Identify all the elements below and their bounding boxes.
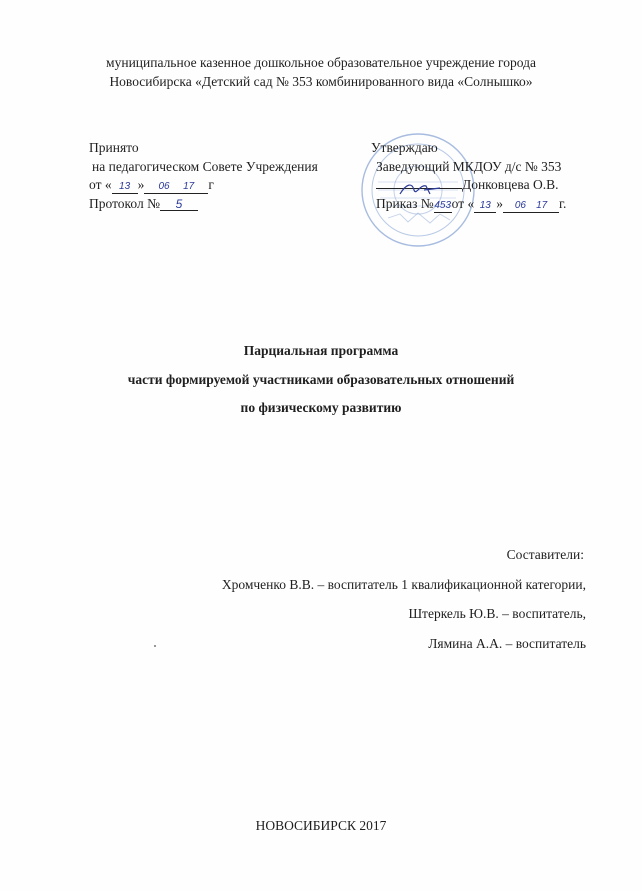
authors-label: Составители: xyxy=(506,547,584,562)
order-from: от « xyxy=(451,196,475,211)
order-month: 06 xyxy=(514,200,526,211)
accepted-day-field xyxy=(112,179,138,194)
institution-line-2: Новосибирска «Детский сад № 353 комбинированного вида «Солнышко» xyxy=(109,74,533,89)
order-mid: » xyxy=(496,196,504,211)
approved-order xyxy=(376,196,566,213)
order-number: 453 xyxy=(434,200,452,211)
accepted-date-suffix: г xyxy=(208,177,214,192)
accepted-day: 13 xyxy=(119,181,131,192)
institution-line-1: муниципальное казенное дошкольное образовательное учреждение города xyxy=(106,55,536,70)
accepted-month: 06 xyxy=(158,181,170,192)
accepted-body: на педагогическом Совете Учреждения xyxy=(92,159,318,174)
program-title-line-2: части формируемой участниками образовательных отношений xyxy=(127,372,515,387)
order-year: 17 xyxy=(536,200,548,211)
approved-signature-line xyxy=(376,177,558,193)
accepted-date-mid: » xyxy=(137,177,145,192)
author-item: Штеркель Ю.В. – воспитатель, xyxy=(408,606,586,621)
accepted-date-prefix: от « xyxy=(89,177,112,192)
author-item: Хромченко В.В. – воспитатель 1 квалификационной категории, xyxy=(221,577,586,592)
signature-field xyxy=(376,188,462,189)
protocol-number-field xyxy=(160,198,198,211)
accepted-protocol xyxy=(89,196,198,212)
program-title-line-1: Парциальная программа xyxy=(243,343,399,358)
order-day: 13 xyxy=(479,200,491,211)
accepted-title: Принято xyxy=(89,140,139,155)
accepted-date xyxy=(89,177,214,194)
approved-position: Заведующий МКДОУ д/с № 353 xyxy=(376,159,562,174)
order-day-field xyxy=(474,198,496,213)
order-month-year-field xyxy=(503,198,559,213)
order-number-field xyxy=(434,198,452,213)
order-suffix: г. xyxy=(559,196,567,211)
accepted-month-year-field xyxy=(144,179,208,194)
accepted-year: 17 xyxy=(183,181,195,192)
approved-title: Утверждаю xyxy=(371,140,438,155)
author-item: Лямина А.А. – воспитатель xyxy=(428,636,586,651)
protocol-label: Протокол № xyxy=(89,196,160,211)
approved-signature-name: Донковцева О.В. xyxy=(462,177,559,192)
scan-speck xyxy=(154,645,156,647)
program-title-line-3: по физическому развитию xyxy=(240,400,402,415)
order-label: Приказ № xyxy=(376,196,434,211)
city-year: НОВОСИБИРСК 2017 xyxy=(255,818,387,833)
protocol-number: 5 xyxy=(175,197,183,211)
